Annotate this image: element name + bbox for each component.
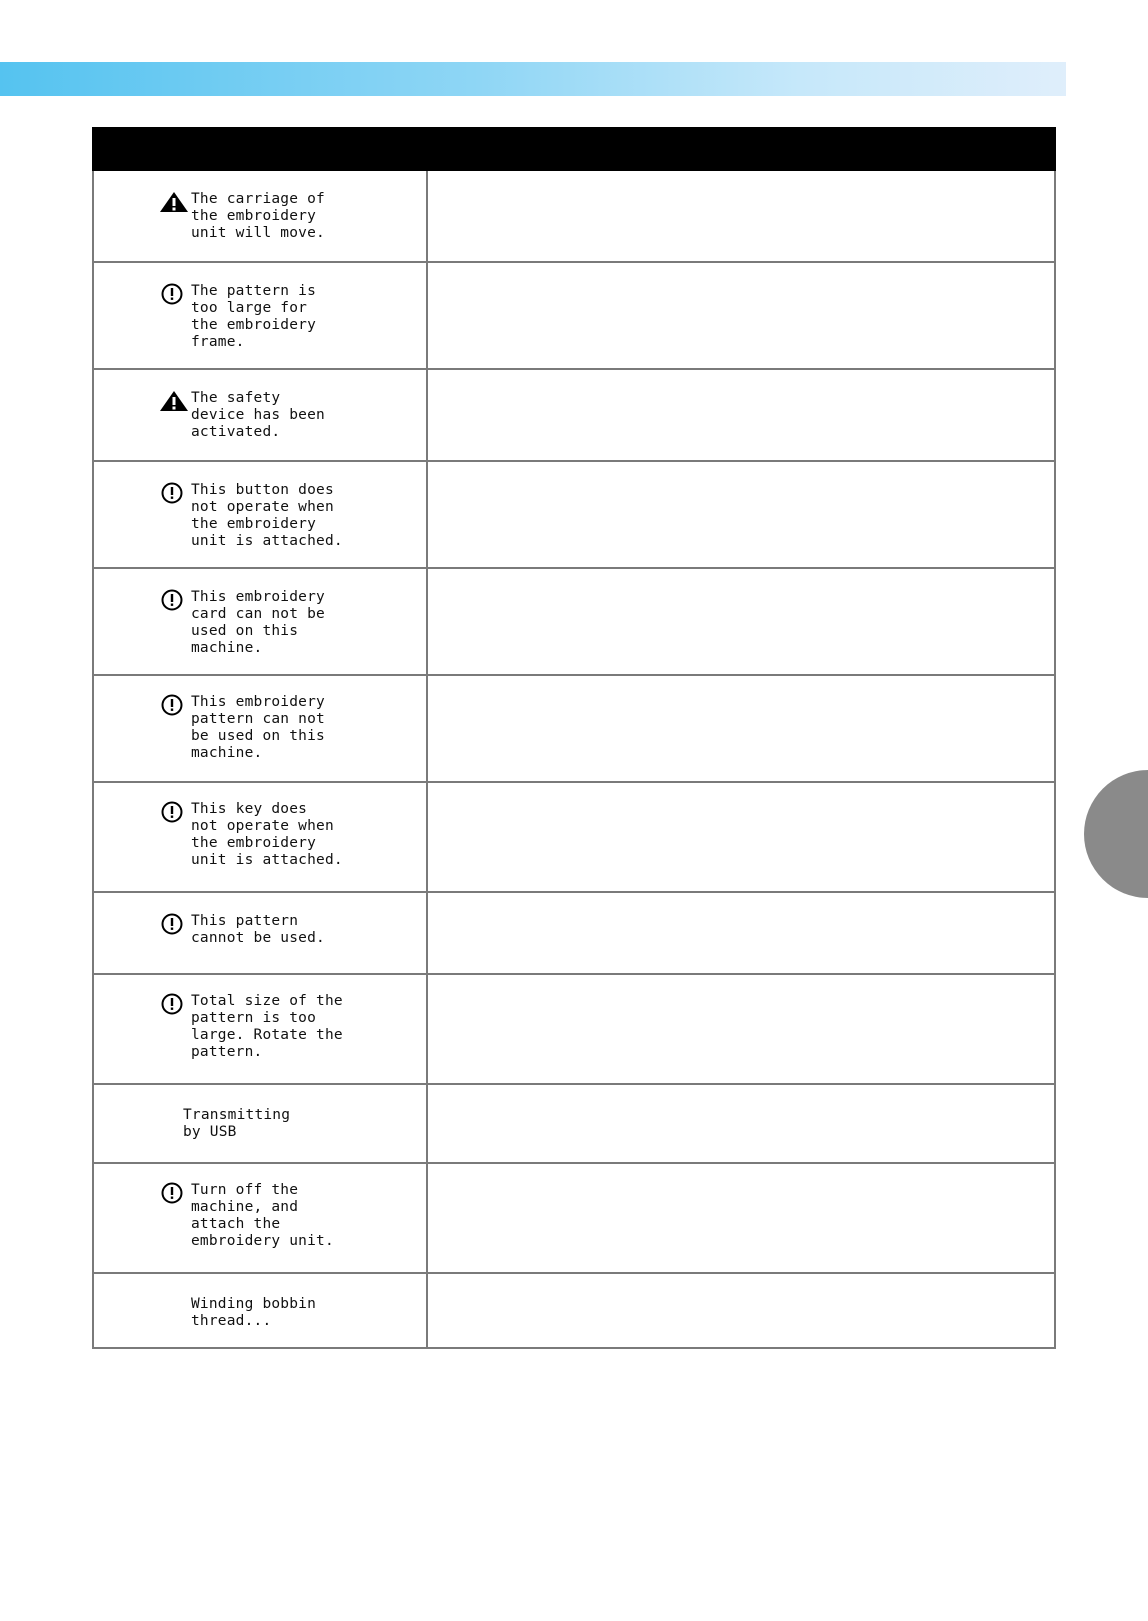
description-cell — [427, 675, 1055, 782]
lcd-message-text: This button does not operate when the embroidery unit is attached. — [191, 482, 343, 549]
caution-circle-icon — [161, 283, 183, 305]
message-cell — [93, 1273, 427, 1348]
lcd-message-text: The safety device has been activated. — [191, 390, 325, 440]
message-cell — [93, 1084, 427, 1163]
description-cell — [427, 568, 1055, 675]
message-cell — [93, 568, 427, 675]
table-row — [93, 369, 1055, 461]
lcd-message-text: Turn off the machine, and attach the embroidery unit. — [191, 1182, 334, 1249]
lcd-message-text: The carriage of the embroidery unit will move. — [191, 191, 325, 241]
description-cell — [427, 782, 1055, 892]
caution-circle-icon — [161, 993, 183, 1015]
caution-circle-icon — [161, 482, 183, 504]
message-cell — [93, 170, 427, 262]
caution-circle-icon — [161, 801, 183, 823]
lcd-message-text: Total size of the pattern is too large. Rotate the pattern. — [191, 993, 343, 1060]
lcd-message-text: This embroidery pattern can not be used on this machine. — [191, 694, 325, 761]
lcd-message-text: The pattern is too large for the embroidery frame. — [191, 283, 317, 350]
table-row — [93, 1084, 1055, 1163]
description-cell — [427, 369, 1055, 461]
description-cell — [427, 1163, 1055, 1273]
description-cell — [427, 1273, 1055, 1348]
lcd-message-text: This key does not operate when the embroidery unit is attached. — [191, 801, 343, 868]
chapter-header-band — [0, 62, 1066, 96]
lcd-message-text: This embroidery card can not be used on this machine. — [191, 589, 325, 656]
description-cell — [427, 170, 1055, 262]
message-cell — [93, 369, 427, 461]
description-cell — [427, 262, 1055, 369]
header-cell-message — [93, 128, 427, 170]
lcd-message-text: Winding bobbin thread... — [191, 1296, 317, 1329]
caution-circle-icon — [161, 1182, 183, 1204]
lcd-message-text: This pattern cannot be used. — [191, 913, 325, 946]
description-cell — [427, 1084, 1055, 1163]
table-row — [93, 675, 1055, 782]
header-cell-cause-remedy — [427, 128, 1055, 170]
table-row — [93, 262, 1055, 369]
message-cell — [93, 675, 427, 782]
chapter-side-tab — [1084, 770, 1148, 898]
caution-circle-icon — [161, 913, 183, 935]
message-cell — [93, 262, 427, 369]
caution-circle-icon — [161, 694, 183, 716]
table-row — [93, 1273, 1055, 1348]
table-row — [93, 170, 1055, 262]
table-row — [93, 782, 1055, 892]
description-cell — [427, 892, 1055, 974]
caution-circle-icon — [161, 589, 183, 611]
message-cell — [93, 782, 427, 892]
lcd-message-text: Transmitting by USB — [183, 1107, 291, 1140]
description-cell — [427, 461, 1055, 568]
message-cell — [93, 974, 427, 1084]
table-row — [93, 892, 1055, 974]
table-row — [93, 974, 1055, 1084]
warning-triangle-icon — [159, 191, 189, 213]
table-row — [93, 461, 1055, 568]
message-cell — [93, 892, 427, 974]
warning-triangle-icon — [159, 390, 189, 412]
error-message-table — [92, 127, 1056, 1349]
message-cell — [93, 1163, 427, 1273]
table-row — [93, 568, 1055, 675]
table-row — [93, 1163, 1055, 1273]
description-cell — [427, 974, 1055, 1084]
table-header-row — [93, 128, 1055, 170]
message-cell — [93, 461, 427, 568]
